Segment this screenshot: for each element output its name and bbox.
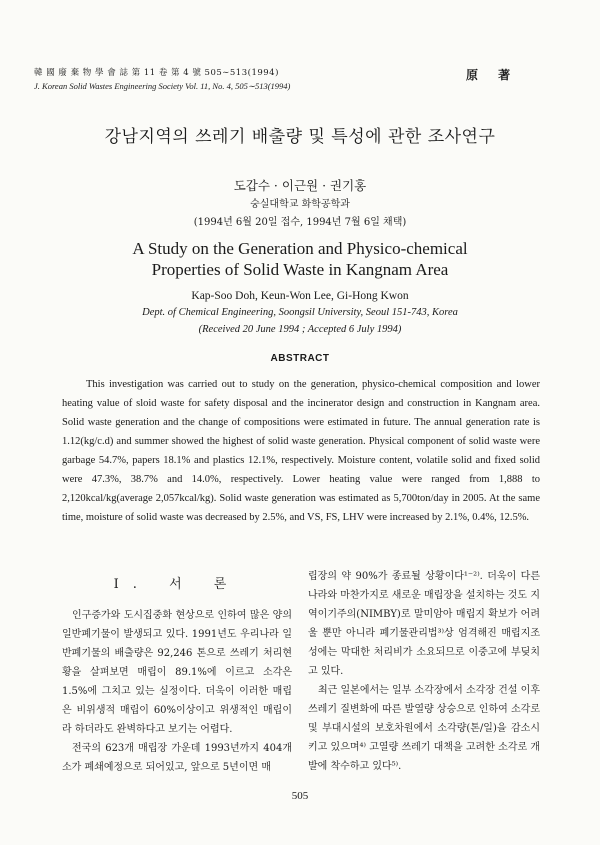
affiliation-english: Dept. of Chemical Engineering, Soongsil University, Seoul 151-743, Korea	[142, 307, 458, 318]
authors-korean: 도갑수 · 이근원 · 권기홍	[233, 178, 367, 193]
title-korean: 강남지역의 쓰레기 배출량 및 특성에 관한 조사연구	[104, 127, 496, 147]
abstract-heading: ABSTRACT	[270, 353, 330, 364]
article-category: 原 著	[466, 68, 519, 82]
journal-citation-en: J. Korean Solid Wastes Engineering Society Vol. 11, No. 4, 505∼513(1994)	[34, 81, 291, 91]
paragraph: 전국의 623개 매립장 가운데 1993년까지 404개소가 폐쇄예정으로 되어있고, 앞으로 5년이면 매	[62, 743, 292, 773]
title-english	[0, 238, 600, 280]
paragraph: 인구증가와 도시집중화 현상으로 인하여 많은 양의 일반폐기물이 발생되고 있다. 1991년도 우리나라 일반폐기물의 배출량은 92,246 톤으로 쓰레기 처리현황을 살펴보면 매립이 89.1%에 이르고 소각은 1.5%에 그치고 있는 실정이다. 더욱이 이러한 매립은 비위생적 매립이 60%이상이고 위생적인 매립이라 하더라도 완벽하다고 보기는 어렵다.	[62, 610, 292, 735]
dates-english: (Received 20 June 1994 ; Accepted 6 July 1994)	[198, 324, 402, 335]
left-column	[62, 567, 292, 777]
page-number: 505	[291, 790, 309, 802]
paragraph: 최근 일본에서는 일부 소각장에서 소각장 건설 이후 쓰레기 질변화에 따른 발열량 상승으로 인하여 소각로 및 부대시설의 보호차원에서 소각량(톤/일)을 감소시키고 있으며⁴⁾ 고열량 쓰레기 대책을 고려한 소각로 개발에 착수하고 있다⁵⁾.	[308, 685, 540, 772]
dates-korean: (1994년 6월 20일 접수, 1994년 7월 6일 채택)	[193, 217, 407, 228]
abstract-body	[62, 375, 540, 527]
affiliation-korean: 숭실대학교 화학공학과	[250, 199, 350, 210]
journal-header	[34, 66, 290, 92]
title-english-line2: Properties of Solid Waste in Kangnam Area	[151, 260, 449, 279]
title-english-line1: A Study on the Generation and Physico-chemical	[132, 239, 468, 258]
journal-citation-ko: 韓 國 廢 棄 物 學 會 誌 第 11 卷 第 4 號 505∼513(1994)	[34, 68, 279, 78]
section-title: Ⅰ. 서 론	[113, 577, 241, 592]
paragraph: 립장의 약 90%가 종료될 상황이다¹⁻²⁾. 더욱이 다른 나라와 마찬가지로 새로운 매립장을 설치하는 것도 지역이기주의(NIMBY)로 말미암아 매립지 확보가 어려울 뿐만 아니라 폐기물관리법³⁾상 엄격해진 매립지조성에는 막대한 처리비가 소요되므로 이중고에 부딪치고 있다.	[308, 571, 540, 677]
abstract-text: This investigation was carried out to study on the generation, physico-chemical composition and lower heating value of sloid waste for safety disposal and the incinerator design and construction in Kangnam area. Solid waste generation and the change of compositions were estimated in future. The annual generation rate is 1.12(kg/c.d) and summer showed the highest of solid waste generation. Physical component of solid waste were garbage 54.7%, papers 18.1% and plastics 12.1%, respectively. Moisture content, volatile solid and fixed solid were 47.3%, 38.7% and 14.0%, respectively. Lower heating value were ranged from 1,888 to 2,120kcal/kg(average 2,057kcal/kg). Solid waste generation was estimated as 5,700ton/day in 2005. At the same time, moisture of solid waste was decreased by 2.5%, and VS, FS, LHV were increased by 2.1%, 0.4%, 12.5%.	[62, 379, 540, 523]
right-column	[308, 567, 540, 776]
authors-english: Kap-Soo Doh, Keun-Won Lee, Gi-Hong Kwon	[191, 290, 409, 302]
